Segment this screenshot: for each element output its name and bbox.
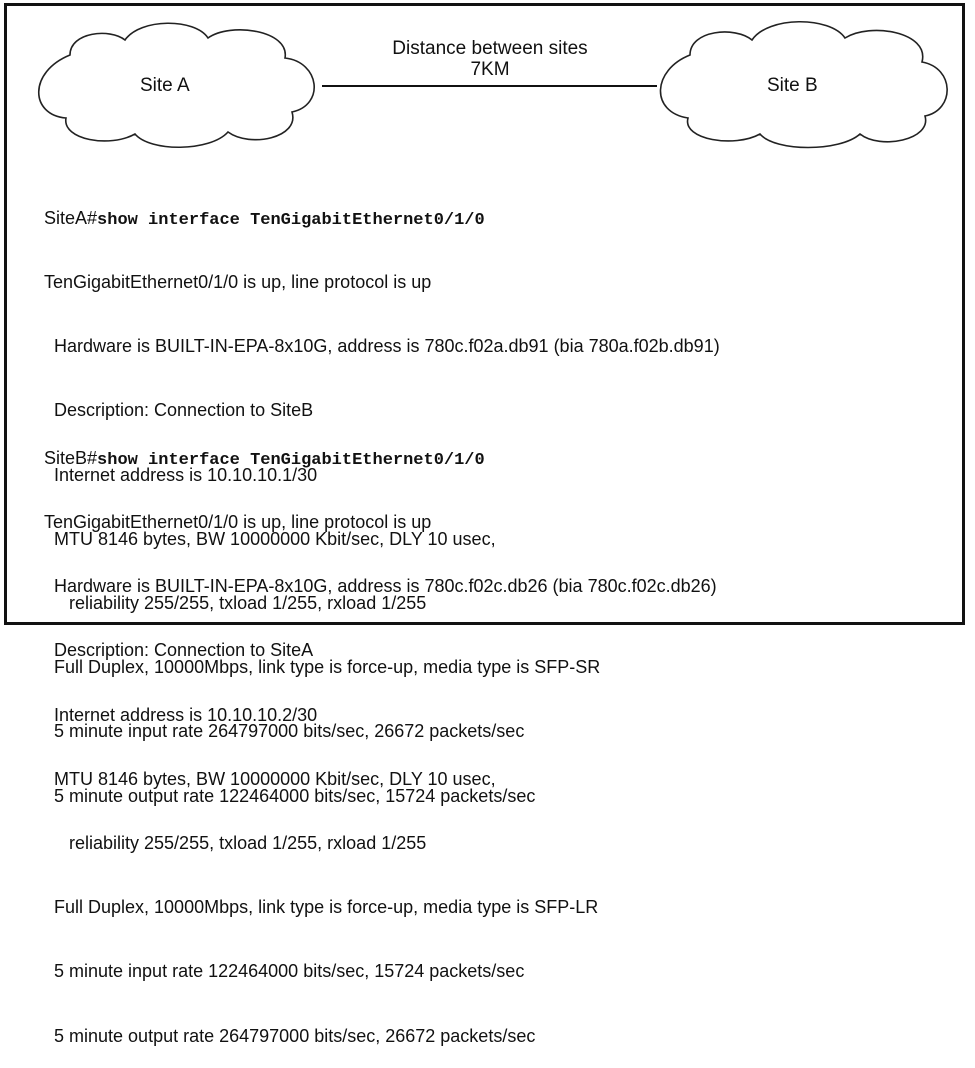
site-a-output-line: TenGigabitEthernet0/1/0 is up, line protocol is up [44, 272, 432, 293]
site-b-output-line: 5 minute output rate 264797000 bits/sec, 26672 packets/sec [44, 1025, 536, 1046]
site-b-output-line: MTU 8146 bytes, BW 10000000 Kbit/sec, DLY 10 usec, [44, 768, 496, 789]
site-a-prompt: SiteA# [44, 207, 98, 228]
site-a-output-line: Description: Connection to SiteB [44, 400, 314, 421]
site-b-output-line: reliability 255/255, txload 1/255, rxload 1/255 [44, 833, 427, 854]
site-a-output-line: reliability 255/255, txload 1/255, rxload 1/255 [44, 593, 427, 614]
site-b-label: Site B [767, 75, 818, 96]
site-b-output-line: Full Duplex, 10000Mbps, link type is force-up, media type is SFP-LR [44, 897, 599, 918]
site-b-command-line [44, 448, 964, 469]
site-a-command: show interface TenGigabitEthernet0/1/0 [97, 210, 485, 230]
site-b-cli-output [44, 405, 964, 1068]
site-a-output-line: Full Duplex, 10000Mbps, link type is force-up, media type is SFP-SR [44, 657, 601, 678]
site-a-output-line: Internet address is 10.10.10.1/30 [44, 464, 318, 485]
distance-label [340, 38, 640, 80]
site-b-output-line: Internet address is 10.10.10.2/30 [44, 704, 318, 725]
site-a-output-line: MTU 8146 bytes, BW 10000000 Kbit/sec, DLY 10 usec, [44, 528, 496, 549]
site-b-command: show interface TenGigabitEthernet0/1/0 [97, 450, 485, 470]
site-b-prompt: SiteB# [44, 447, 98, 468]
distance-caption: Distance between sites [392, 38, 588, 59]
site-a-output-line: 5 minute output rate 122464000 bits/sec, 15724 packets/sec [44, 785, 536, 806]
site-a-label: Site A [140, 75, 190, 96]
site-b-output-line: 5 minute input rate 122464000 bits/sec, 15724 packets/sec [44, 961, 525, 982]
site-b-output-line: Hardware is BUILT-IN-EPA-8x10G, address is 780c.f02c.db26 (bia 780c.f02c.db26) [44, 576, 717, 597]
site-a-command-line [44, 208, 964, 229]
site-a-output-line: 5 minute input rate 264797000 bits/sec, 26672 packets/sec [44, 721, 525, 742]
distance-value: 7KM [470, 59, 510, 80]
site-a-output-line: Hardware is BUILT-IN-EPA-8x10G, address is 780c.f02a.db91 (bia 780a.f02b.db91) [44, 336, 720, 357]
site-b-output-line: Description: Connection to SiteA [44, 640, 314, 661]
site-b-output-line: TenGigabitEthernet0/1/0 is up, line protocol is up [44, 512, 432, 533]
